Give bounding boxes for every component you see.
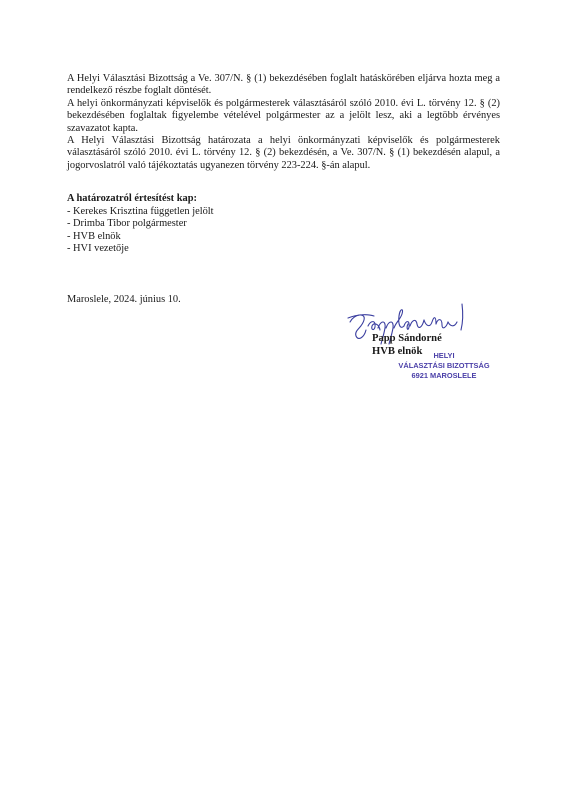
paragraph-legal-basis: A Helyi Választási Bizottság határozata a helyi önkormányzati képviselők és polgármesterek választásáról szóló 2010. évi L. törvény 12. § (2) bekezdésén, a Ve. 307/N. § (1) bekezdésén alapul, a jogorvoslatról való tájékoztatás ugyanezen törvény 223-224. §-án alapul. bbox=[67, 135, 500, 171]
paragraph-authority: A Helyi Választási Bizottság a Ve. 307/N. § (1) bekezdésében foglalt hatáskörében eljárva hozta meg a rendelkező részbe foglalt döntését. bbox=[67, 73, 500, 97]
recipients-heading: A határozatról értesítést kap: bbox=[67, 193, 197, 204]
list-item: - HVB elnök bbox=[67, 230, 121, 242]
list-item: - Kerekes Krisztina független jelölt bbox=[67, 205, 214, 217]
list-item: - Drimba Tibor polgármester bbox=[67, 218, 187, 230]
stamp-line: VÁLASZTÁSI BIZOTTSÁG bbox=[398, 361, 490, 370]
place-and-date: Maroslele, 2024. június 10. bbox=[67, 294, 181, 305]
official-stamp bbox=[394, 351, 494, 381]
recipients-list bbox=[67, 206, 367, 256]
recipients-block bbox=[67, 193, 367, 256]
stamp-line: HELYI bbox=[433, 351, 455, 360]
list-item: - HVI vezetője bbox=[67, 243, 129, 255]
signer-title: HVB elnök bbox=[372, 345, 423, 357]
paragraph-winner-rule: A helyi önkormányzati képviselők és polgármesterek választásáról szóló 2010. évi L. törvény 12. § (2) bekezdésében foglaltak figyelembe vételével polgármester az a jelölt lesz, aki a legtöbb érvényes szavazatot kapta. bbox=[67, 97, 500, 134]
signer-name: Papp Sándorné bbox=[372, 333, 442, 344]
decision-reasoning bbox=[67, 73, 500, 172]
stamp-line: 6921 MAROSLELE bbox=[411, 371, 477, 380]
